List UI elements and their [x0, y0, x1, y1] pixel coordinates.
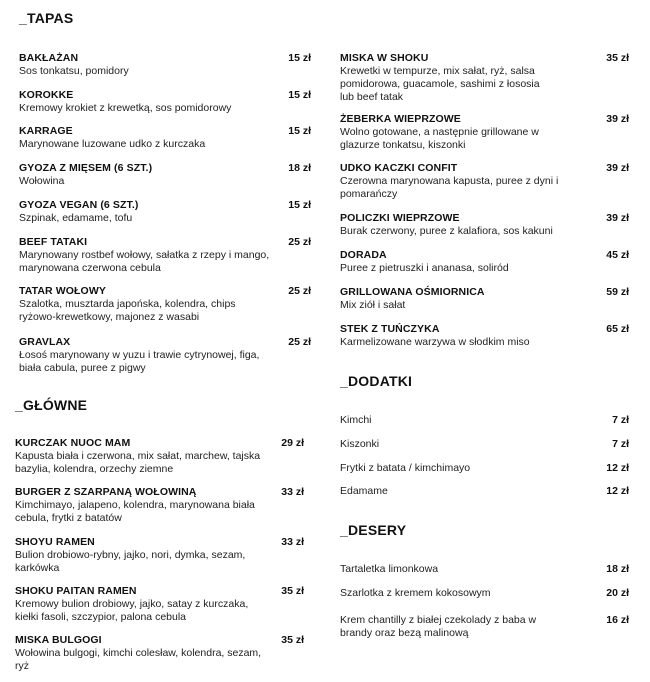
item-desc: Czerowna marynowana kapusta, puree z dyni i pomarańczy: [340, 175, 559, 200]
item-name: BAKŁAŻAN: [19, 52, 79, 64]
item-name: BEEF TATAKI: [19, 236, 88, 248]
menu-item: [340, 249, 629, 275]
item-name: MISKA BULGOGI: [15, 634, 102, 646]
item-name: MISKA W SHOKU: [340, 52, 429, 64]
item-name: GYOZA Z MIĘSEM (6 SZT.): [19, 162, 153, 174]
menu-item: [15, 634, 304, 673]
item-desc: Szpinak, edamame, tofu: [19, 212, 133, 224]
menu-item: [340, 462, 629, 475]
item-name: GRILLOWANA OŚMIORNICA: [340, 286, 485, 298]
item-price: 15 zł: [288, 125, 311, 137]
menu-item: [340, 162, 629, 201]
item-price: 25 zł: [288, 285, 311, 297]
item-name: ŻEBERKA WIEPRZOWE: [340, 113, 461, 125]
item-price: 59 zł: [606, 286, 629, 298]
section-title-tapas: _TAPAS: [19, 10, 74, 26]
menu-item: [19, 162, 311, 188]
item-price: 39 zł: [606, 162, 629, 174]
item-name: KARRAGE: [19, 125, 73, 137]
item-label: Krem chantilly z białej czekolady z baba w brandy oraz bezą malinową: [340, 614, 537, 639]
item-desc: Wołowina bulgogi, kimchi colesław, kolendra, sezam, ryż: [15, 647, 262, 672]
item-price: 35 zł: [281, 634, 304, 646]
menu-item: [19, 199, 311, 225]
menu-item: [19, 89, 311, 115]
item-desc: Marynowane luzowane udko z kurczaka: [19, 138, 206, 150]
menu-item: [340, 52, 629, 104]
menu-item: [19, 336, 311, 375]
item-price: 29 zł: [281, 437, 304, 449]
item-price: 39 zł: [606, 113, 629, 125]
section-title-dodatki: _DODATKI: [340, 373, 413, 389]
item-name: DORADA: [340, 249, 387, 261]
item-name: BURGER Z SZARPANĄ WOŁOWINĄ: [15, 486, 197, 498]
item-name: GRAVLAX: [19, 336, 71, 348]
menu-item: [340, 286, 629, 312]
item-name: KOROKKE: [19, 89, 74, 101]
item-price: 16 zł: [606, 614, 629, 626]
item-price: 25 zł: [288, 336, 311, 348]
item-price: 45 zł: [606, 249, 629, 261]
menu-item: [15, 437, 304, 476]
item-price: 15 zł: [288, 89, 311, 101]
item-desc: Kremowy bulion drobiowy, jajko, satay z kurczaka, kiełki fasoli, szczypior, palona cebula: [15, 598, 249, 623]
menu-item: [19, 125, 311, 151]
item-name: POLICZKI WIEPRZOWE: [340, 212, 460, 224]
menu-item: [340, 438, 629, 451]
item-price: 12 zł: [606, 462, 629, 474]
menu-item: [15, 585, 304, 624]
item-label: Kimchi: [340, 414, 372, 426]
menu-item: [340, 323, 629, 349]
menu-item: [340, 113, 629, 152]
section-title-desery: _DESERY: [340, 522, 407, 538]
item-name: STEK Z TUŃCZYKA: [340, 323, 440, 335]
menu-item: [15, 536, 304, 575]
menu-item: [340, 587, 629, 600]
item-price: 18 zł: [606, 563, 629, 575]
item-price: 15 zł: [288, 52, 311, 64]
menu-item: [19, 52, 311, 78]
item-name: SHOKU PAITAN RAMEN: [15, 585, 137, 597]
menu-item: [340, 485, 629, 498]
item-price: 12 zł: [606, 485, 629, 497]
menu-item: [340, 212, 629, 238]
menu-item: [340, 414, 629, 427]
item-price: 7 zł: [612, 438, 629, 450]
item-desc: Mix ziół i sałat: [340, 299, 406, 311]
item-price: 7 zł: [612, 414, 629, 426]
item-desc: Burak czerwony, puree z kalafiora, sos kakuni: [340, 225, 553, 237]
item-desc: Bulion drobiowo-rybny, jajko, nori, dymka, sezam, karkówka: [15, 549, 246, 574]
item-desc: Krewetki w tempurze, mix sałat, ryż, salsa pomidorowa, guacamole, sashimi z łososia lub beef tatak: [340, 65, 540, 103]
item-desc: Szalotka, musztarda japońska, kolendra, chips ryżowo-krewetkowy, majonez z wasabi: [19, 298, 236, 323]
item-label: Szarlotka z kremem kokosowym: [340, 587, 491, 599]
item-desc: Karmelizowane warzywa w słodkim miso: [340, 336, 530, 348]
menu-item: [340, 563, 629, 576]
item-desc: Kimchimayo, jalapeno, kolendra, marynowana biała cebula, frytki z batatów: [15, 499, 255, 524]
item-name: GYOZA VEGAN (6 SZT.): [19, 199, 139, 211]
menu-item: [19, 236, 311, 275]
item-price: 65 zł: [606, 323, 629, 335]
item-desc: Kapusta biała i czerwona, mix sałat, marchew, tajska bazylia, kolendra, orzechy ziemne: [15, 450, 261, 475]
item-desc: Puree z pietruszki i ananasa, soliród: [340, 262, 509, 274]
item-desc: Sos tonkatsu, pomidory: [19, 65, 129, 77]
item-price: 33 zł: [281, 486, 304, 498]
section-title-glowne: _GŁÓWNE: [15, 397, 88, 413]
item-name: TATAR WOŁOWY: [19, 285, 106, 297]
item-label: Frytki z batata / kimchimayo: [340, 462, 471, 474]
item-name: KURCZAK NUOC MAM: [15, 437, 131, 449]
item-label: Tartaletka limonkowa: [340, 563, 439, 575]
menu-item: [15, 486, 304, 525]
item-desc: Łosoś marynowany w yuzu i trawie cytrynowej, figa, biała cabula, puree z pigwy: [19, 349, 260, 374]
item-name: UDKO KACZKI CONFIT: [340, 162, 458, 174]
item-price: 35 zł: [281, 585, 304, 597]
item-price: 35 zł: [606, 52, 629, 64]
item-price: 33 zł: [281, 536, 304, 548]
item-price: 39 zł: [606, 212, 629, 224]
item-price: 15 zł: [288, 199, 311, 211]
item-label: Kiszonki: [340, 438, 380, 450]
item-price: 25 zł: [288, 236, 311, 248]
menu-item: [19, 285, 311, 324]
item-label: Edamame: [340, 485, 388, 497]
item-price: 20 zł: [606, 587, 629, 599]
menu-item: [340, 614, 629, 640]
item-desc: Marynowany rostbef wołowy, sałatka z rzepy i mango, marynowana czerwona cebula: [19, 249, 270, 274]
item-desc: Wolno gotowane, a następnie grillowane w glazurze tonkatsu, kiszonki: [340, 126, 539, 151]
item-name: SHOYU RAMEN: [15, 536, 95, 548]
item-price: 18 zł: [288, 162, 311, 174]
item-desc: Wołowina: [19, 175, 65, 187]
item-desc: Kremowy krokiet z krewetką, sos pomidorowy: [19, 102, 232, 114]
